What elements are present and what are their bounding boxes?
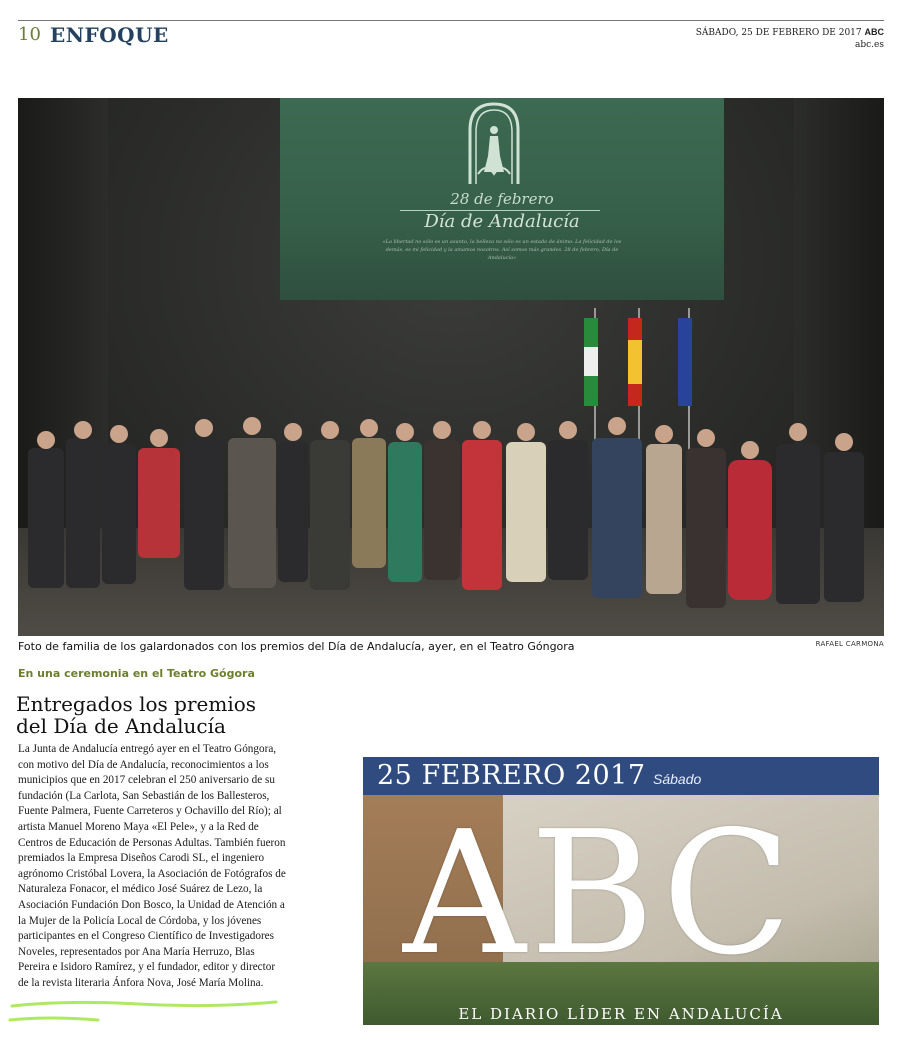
cover-tagline: EL DIARIO LÍDER EN ANDALUCÍA xyxy=(458,1005,784,1023)
article-kicker: En una ceremonia en el Teatro Gógora xyxy=(18,667,255,680)
dateline xyxy=(696,26,884,51)
screen-title: Día de Andalucía xyxy=(424,211,580,232)
site-url: abc.es xyxy=(855,40,884,50)
screen-quote: «La libertad no sólo es un asunto, la belleza no sólo es un estado de ánimo. La felicidad de los demás, es mi felicidad y la amamos nosotros. Así somos más grandes. 28 de febrero, Día de Andalucía» xyxy=(382,239,622,261)
event-photo xyxy=(18,98,884,636)
abc-logo: ABC xyxy=(403,795,796,993)
projection-screen xyxy=(280,98,724,300)
top-rule xyxy=(18,20,884,21)
section-title: ENFOQUE xyxy=(50,23,169,47)
highlighter-mark xyxy=(8,998,280,1026)
cover-date: 25 FEBRERO 2017 xyxy=(377,760,646,791)
photo-caption: Foto de familia de los galardonados con los premios del Día de Andalucía, ayer, en el Teatro Góngora xyxy=(18,640,575,653)
page-number: 10 xyxy=(18,24,41,45)
andalusia-emblem-icon xyxy=(464,100,524,186)
article-body: La Junta de Andalucía entregó ayer en el Teatro Góngora, con motivo del Día de Andalucía, reconocimientos a los municipios que en 2017 celebran el 250 aniversario de su fundación (La Carlota, San Sebastián de los Ballesteros, Fuente Palmera, Fuente Carreteros y Ochavillo del Río); al artista Manuel Moreno Maya «El Pele», y a la Red de Centros de Educación de Personas Adultas. También fueron premiados la Empresa Diseños Carodi SL, el ingeniero agrónomo Cristóbal Lovera, la Asociación de Fotógrafos de Naturaleza Fonacor, el médico José Suárez de Lezo, la Asociación Fundación Don Bosco, la Unidad de Atención a la Mujer de la Policía Local de Córdoba, y los jóvenes participantes en el Congreso Científico de Investigadores Noveles, representados por Ana María Herruzo, Blas Pereira e Isidoro Ramírez, y el fundador, editor y director de la revista literaria Ánfora Nova, José María Molina. xyxy=(18,743,286,989)
date-text: SÁBADO, 25 DE FEBRERO DE 2017 xyxy=(695,28,862,38)
abc-cover-thumbnail xyxy=(363,757,879,1025)
photo-credit: RAFAEL CARMONA xyxy=(815,640,884,648)
cover-day: Sábado xyxy=(653,771,702,787)
screen-date: 28 de febrero xyxy=(450,190,554,208)
article-headline: Entregados los premios del Día de Andalucía xyxy=(16,692,257,738)
paper-name: ABC xyxy=(864,27,884,37)
group-of-people xyxy=(18,388,884,636)
